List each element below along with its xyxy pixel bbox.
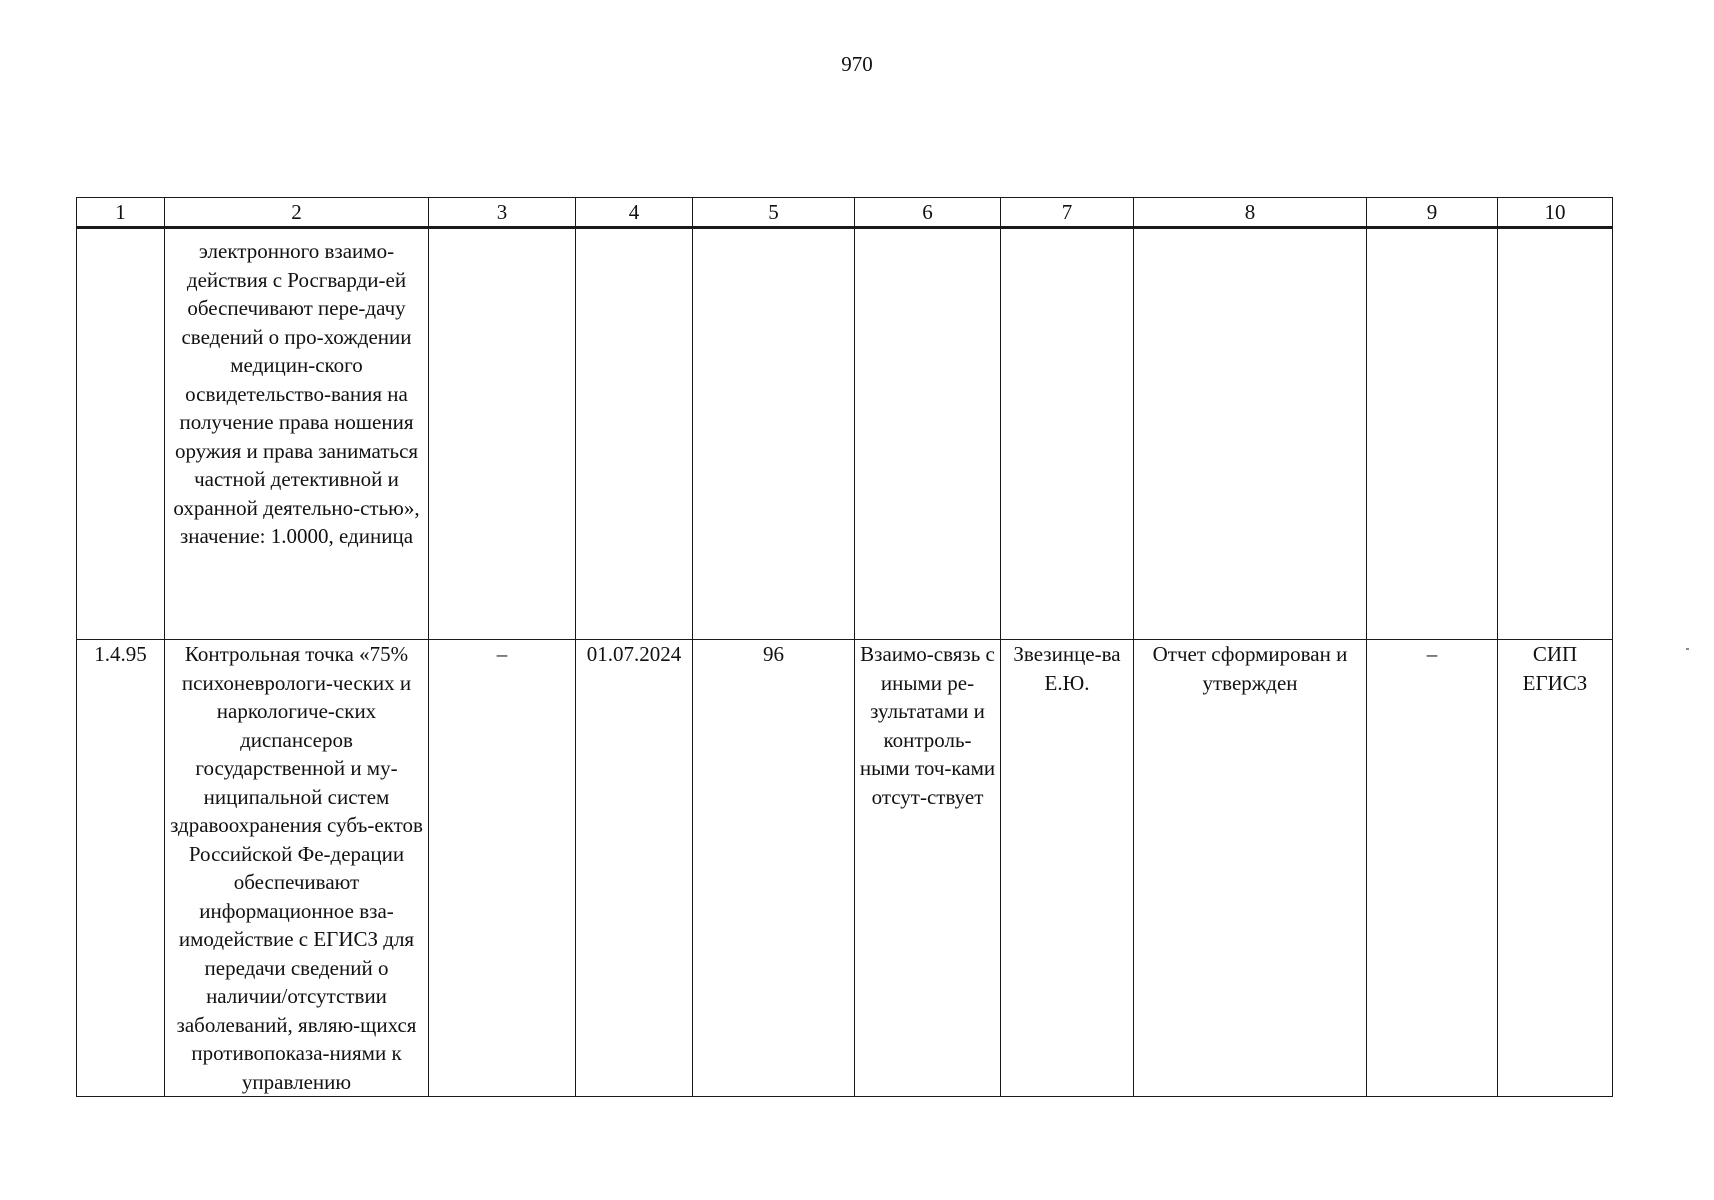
table-row: [77, 640, 1613, 1097]
column-header-10: 10: [1498, 198, 1613, 228]
document-table: [76, 197, 1613, 1097]
cell-number: 1.4.95: [77, 640, 165, 1097]
cell-system: СИП ЕГИСЗ: [1498, 640, 1613, 1097]
table-row: [77, 228, 1613, 640]
cell-responsible: [1001, 228, 1134, 640]
cell-col5: [693, 228, 855, 640]
cell-col9: [1367, 228, 1498, 640]
cell-document: Отчет сформирован и утвержден: [1134, 640, 1367, 1097]
header-row: [77, 198, 1613, 228]
column-header-7: 7: [1001, 198, 1134, 228]
cell-date: [576, 228, 693, 640]
column-header-5: 5: [693, 198, 855, 228]
column-header-6: 6: [855, 198, 1001, 228]
cell-description: электронного взаимо-действия с Росгварди-ей обеспечивают пере-дачу сведений о про-хождении медицин-ского освидетельство-вания на получение права ношения оружия и права заниматься частной детективной и охранной деятельно-стью», значение: 1.0000, единица: [165, 228, 429, 640]
page-number: 970: [841, 52, 873, 76]
scan-speck: [1686, 648, 1689, 650]
cell-number: [77, 228, 165, 640]
column-header-4: 4: [576, 198, 693, 228]
column-header-8: 8: [1134, 198, 1367, 228]
cell-date: 01.07.2024: [576, 640, 693, 1097]
column-header-1: 1: [77, 198, 165, 228]
cell-responsible: Звезинце-ва Е.Ю.: [1001, 640, 1134, 1097]
cell-col9: –: [1367, 640, 1498, 1097]
cell-description: Контрольная точка «75% психоневрологи-ческих и наркологиче-ских диспансеров государственной и му-ниципальной систем здравоохранения субъ-ектов Российской Фе-дерации обеспечивают информационное вза-имодействие с ЕГИСЗ для передачи сведений о наличии/отсутствии заболеваний, являю-щихся противопоказа-ниями к управлению: [165, 640, 429, 1097]
cell-col3: [429, 228, 576, 640]
column-header-9: 9: [1367, 198, 1498, 228]
cell-col3: –: [429, 640, 576, 1097]
column-header-2: 2: [165, 198, 429, 228]
cell-relation: Взаимо-связь с иными ре-зультатами и контроль-ными точ-ками отсут-ствует: [855, 640, 1001, 1097]
cell-col5: 96: [693, 640, 855, 1097]
cell-document: [1134, 228, 1367, 640]
cell-system: [1498, 228, 1613, 640]
column-header-3: 3: [429, 198, 576, 228]
cell-relation: [855, 228, 1001, 640]
